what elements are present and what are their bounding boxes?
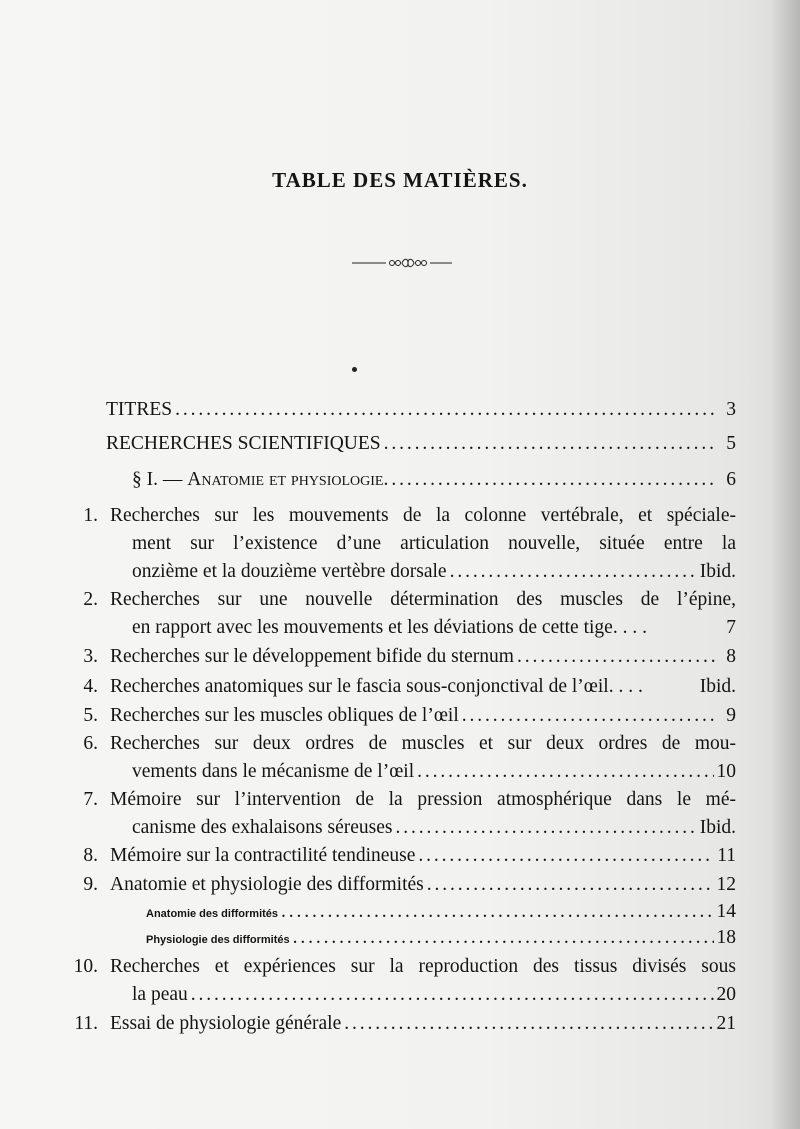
dot-leader: [344, 1010, 713, 1038]
item-number: 11.: [74, 1013, 98, 1034]
toc-label: TITRES: [106, 399, 173, 420]
toc-page-number: 9: [726, 705, 736, 726]
toc-page-number: 6: [726, 469, 736, 490]
section-prefix: § I. —: [132, 469, 188, 490]
item-number: 3.: [83, 646, 98, 667]
subitem-label: Physiologie des difformités: [146, 934, 290, 946]
ornament-divider: [352, 256, 452, 270]
dot-leader: [462, 702, 717, 730]
item-number: 8.: [83, 845, 98, 866]
toc-page-number: 7: [726, 617, 736, 638]
toc-page-number: Ibid.: [699, 676, 736, 697]
toc-subitem-physiologie[interactable]: [146, 924, 736, 954]
item-number: 4.: [83, 676, 98, 697]
item-line: Recherches sur deux ordres de muscles et sur deux ordres de mou-: [110, 733, 736, 754]
toc-entry-titres[interactable]: [106, 396, 736, 424]
item-number: 10.: [73, 956, 98, 977]
toc-page-number: 12: [716, 874, 736, 895]
item-line: Mémoire sur l’intervention de la pression atmosphérique dans le mé-: [110, 789, 736, 810]
item-line: ment sur l’existence d’une articulation nouvelle, située entre la: [132, 533, 736, 554]
toc-page-number: 3: [726, 399, 736, 420]
item-number: 5.: [83, 705, 98, 726]
dot-leader: [450, 558, 697, 586]
dot-leader: [384, 430, 717, 458]
item-line: Recherches sur les mouvements de la colonne vertébrale, et spéciale-: [110, 505, 736, 526]
toc-label: RECHERCHES SCIENTIFIQUES: [106, 433, 381, 454]
section-label: Anatomie et physiologie.: [187, 469, 389, 490]
dot-leader: [395, 814, 696, 842]
dot-leader: [281, 898, 713, 926]
item-line: Mémoire sur la contractilité tendineuse: [110, 845, 416, 866]
ink-dot: [352, 367, 357, 372]
item-number: 2.: [83, 589, 98, 610]
toc-page-number: 5: [726, 433, 736, 454]
toc-page-number: 10: [716, 761, 736, 782]
toc-page-number: Ibid.: [699, 817, 736, 838]
dot-leader: [293, 924, 714, 952]
dot-leader: [418, 842, 714, 870]
toc-page-number: 11: [717, 845, 736, 866]
page-title: TABLE DES MATIÈRES.: [272, 168, 528, 192]
toc-entry-recherches[interactable]: [106, 430, 736, 458]
item-line: vements dans le mécanisme de l’œil: [132, 761, 415, 782]
item-line: Recherches sur une nouvelle détermination des muscles de l’épine,: [110, 589, 736, 610]
item-line: Recherches sur les muscles obliques de l’œil: [110, 705, 459, 726]
item-line: Recherches et expériences sur la reproduction des tissus divisés sous: [110, 956, 736, 977]
item-line: Anatomie et physiologie des difformités: [110, 874, 424, 895]
dot-leader: [427, 871, 714, 899]
toc-section-1[interactable]: [132, 466, 736, 494]
item-number: 1.: [83, 505, 98, 526]
toc-page-number: 18: [716, 927, 736, 948]
toc-page-number: 21: [716, 1013, 736, 1034]
dot-leader: [391, 466, 717, 494]
item-line: en rapport avec les mouvements et les déviations de cette tige. . . .: [132, 617, 647, 638]
dot-leader: [175, 396, 717, 424]
dot-leader: [517, 643, 717, 671]
item-number: 7.: [83, 789, 98, 810]
item-line: Recherches sur le développement bifide du sternum: [110, 646, 514, 667]
item-line: la peau: [132, 984, 188, 1005]
dot-leader: [191, 981, 714, 1009]
item-line: onzième et la douzième vertèbre dorsale: [132, 561, 447, 582]
item-number: 6.: [83, 733, 98, 754]
subitem-label: Anatomie des difformités: [146, 908, 279, 920]
dot-leader: [417, 758, 713, 786]
toc-page-number: 20: [716, 984, 736, 1005]
item-line: canisme des exhalaisons séreuses: [132, 817, 393, 838]
item-number: 9.: [83, 874, 98, 895]
toc-page-number: 14: [716, 901, 736, 922]
item-line: Essai de physiologie générale: [110, 1013, 342, 1034]
item-line: Recherches anatomiques sur le fascia sous-conjonctival de l’œil. . . .: [110, 676, 643, 697]
toc-page-number: 8: [726, 646, 736, 667]
toc-page-number: Ibid.: [699, 561, 736, 582]
